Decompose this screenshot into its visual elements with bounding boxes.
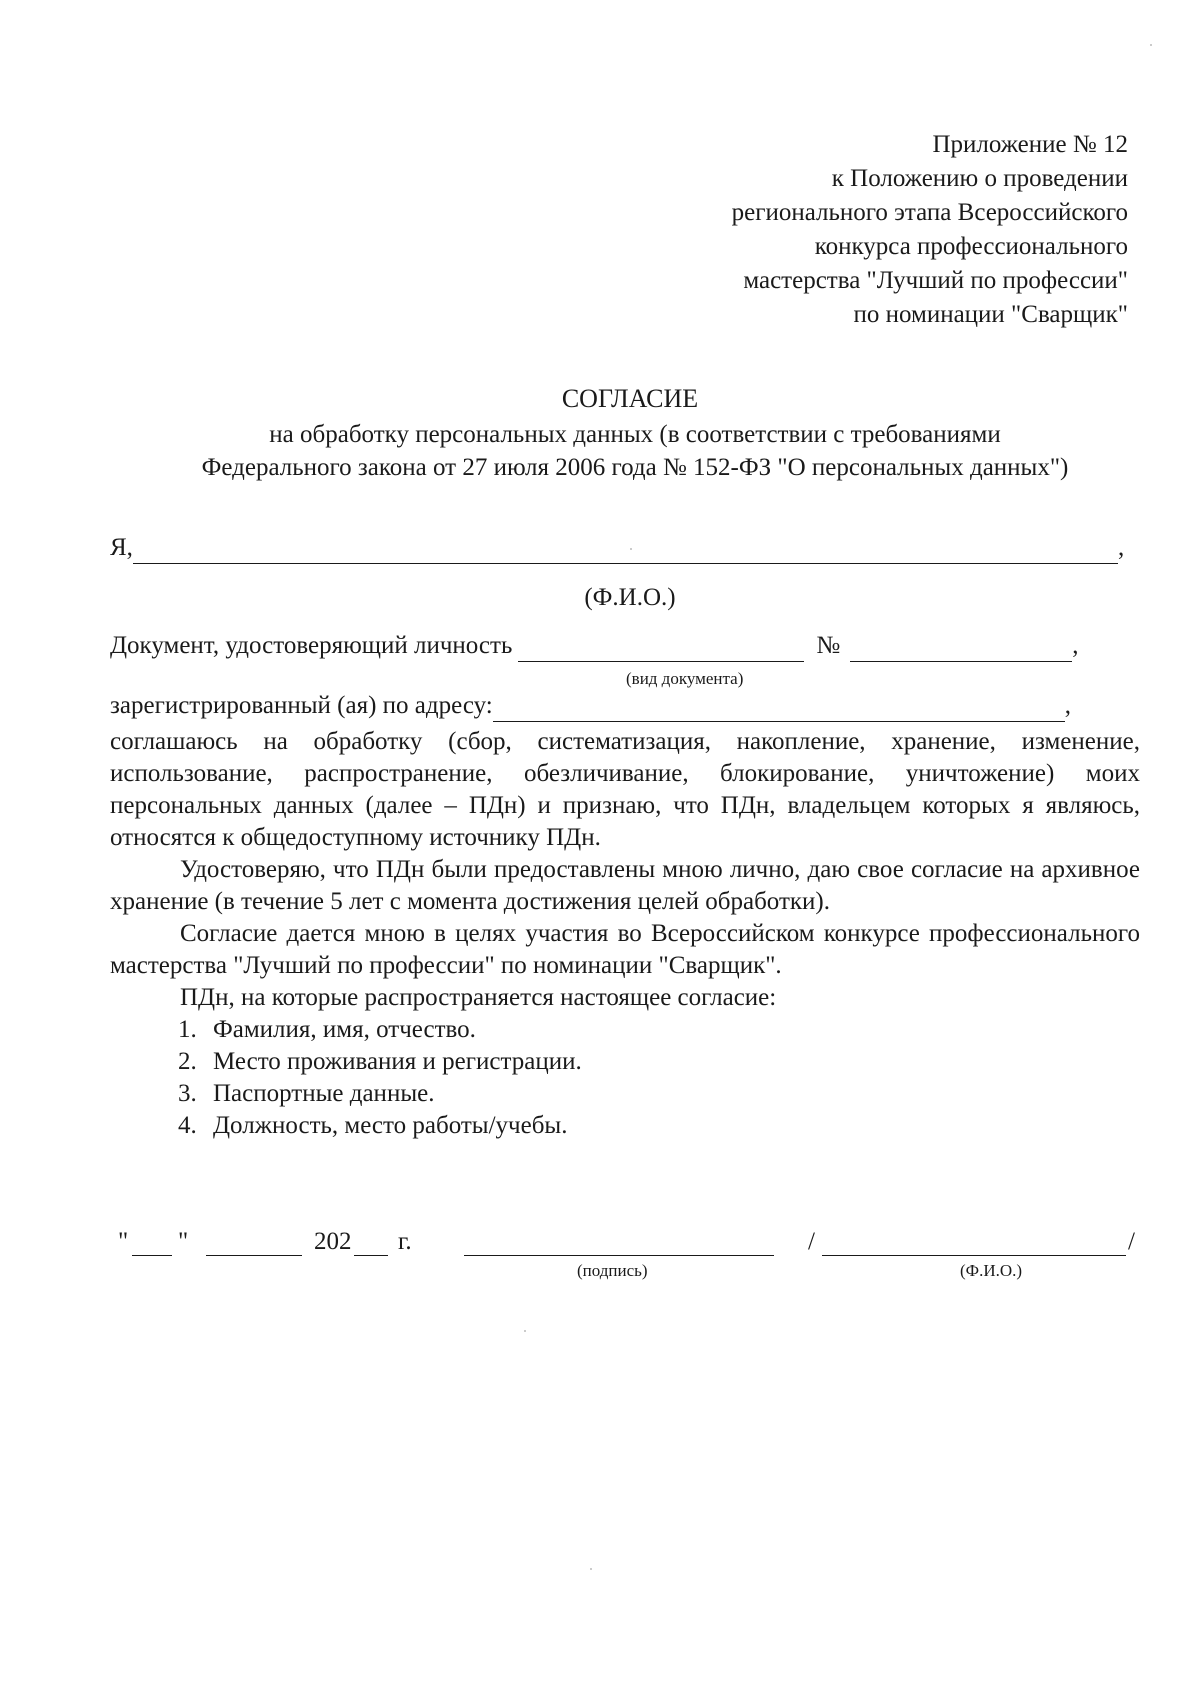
pdn-scope-paragraph: ПДн, на которые распространяется настоящее согласие: (180, 984, 777, 1011)
address-label: зарегистрированный (ая) по адресу: (110, 692, 493, 719)
document-number-blank-field[interactable] (850, 637, 1072, 662)
signature-row (118, 1216, 1148, 1256)
month-blank-field[interactable] (206, 1231, 302, 1256)
annex-line: конкурса профессионального (814, 233, 1128, 260)
annex-header (732, 128, 1128, 332)
address-blank-field[interactable] (493, 697, 1065, 722)
document-title: СОГЛАСИЕ (561, 384, 699, 413)
comma: , (1064, 692, 1071, 719)
document-row (110, 630, 1140, 662)
signature-blank-field[interactable] (464, 1231, 774, 1256)
pdn-list (178, 1014, 582, 1142)
fio-blank-field[interactable] (133, 539, 1118, 564)
slash-close: / (1128, 1228, 1135, 1255)
list-item-number: 1. (178, 1016, 197, 1043)
year-prefix: 202 (314, 1228, 352, 1255)
number-label: № (816, 632, 841, 659)
annex-line: регионального этапа Всероссийского (731, 199, 1128, 226)
comma: , (1072, 632, 1079, 659)
document-label: Документ, удостоверяющий личность (110, 632, 513, 659)
scan-speck (524, 1330, 526, 1332)
document-type-blank-field[interactable] (518, 637, 804, 662)
ya-label: Я, (110, 534, 133, 561)
list-item-text: Место проживания и регистрации. (213, 1048, 582, 1075)
list-item-text: Должность, место работы/учебы. (213, 1112, 568, 1139)
fio-caption: (Ф.И.О.) (584, 584, 676, 611)
annex-line: по номинации "Сварщик" (853, 301, 1128, 328)
annex-line: мастерства "Лучший по профессии" (743, 267, 1128, 294)
quote-open: " (118, 1228, 129, 1255)
list-item-number: 3. (178, 1080, 197, 1107)
consent-paragraph: соглашаюсь на обработку (сбор, систематизация, накопление, хранение, изменение, использование, распространение, обезличивание, блокирование, уничтожение) моих персональных данных (далее – ПДн) и признаю, что ПДн, владельцем которых я являюсь, относятся к общедоступному источнику ПДн. (110, 728, 1140, 851)
list-item (178, 1110, 582, 1142)
annex-line: к Положению о проведении (831, 165, 1128, 192)
day-blank-field[interactable] (132, 1231, 172, 1256)
annex-line: Приложение № 12 (932, 131, 1128, 158)
doc-type-caption: (вид документа) (626, 669, 744, 688)
purpose-paragraph: Согласие дается мною в целях участия во Всероссийском конкурсе профессионального мастерства "Лучший по профессии" по номинации "Сварщик". (110, 920, 1140, 979)
signature-caption: (подпись) (577, 1261, 648, 1280)
subtitle-line: Федерального закона от 27 июля 2006 года № 152-ФЗ "О персональных данных") (201, 454, 1069, 481)
list-item-number: 2. (178, 1048, 197, 1075)
slash-open: / (808, 1228, 815, 1255)
list-item (178, 1078, 582, 1110)
name-row (110, 532, 1140, 564)
list-item-number: 4. (178, 1112, 197, 1139)
fio-signature-blank-field[interactable] (822, 1231, 1126, 1256)
quote-close: " (178, 1228, 189, 1255)
year-blank-field[interactable] (354, 1231, 388, 1256)
storage-paragraph: Удостоверяю, что ПДн были предоставлены мною лично, даю свое согласие на архивное хранение (в течение 5 лет с момента достижения целей обработки). (110, 856, 1140, 915)
year-suffix: г. (398, 1228, 412, 1255)
subtitle-line: на обработку персональных данных (в соответствии с требованиями (269, 421, 1001, 448)
address-row (110, 690, 1140, 722)
list-item (178, 1046, 582, 1078)
fio-signature-caption: (Ф.И.О.) (960, 1261, 1023, 1280)
list-item-text: Паспортные данные. (213, 1080, 435, 1107)
scan-speck (590, 1568, 592, 1570)
scan-speck (630, 548, 632, 550)
list-item-text: Фамилия, имя, отчество. (213, 1016, 476, 1043)
document-subtitle (110, 418, 1160, 484)
list-item (178, 1014, 582, 1046)
scan-speck (1150, 44, 1152, 46)
comma: , (1117, 534, 1125, 561)
